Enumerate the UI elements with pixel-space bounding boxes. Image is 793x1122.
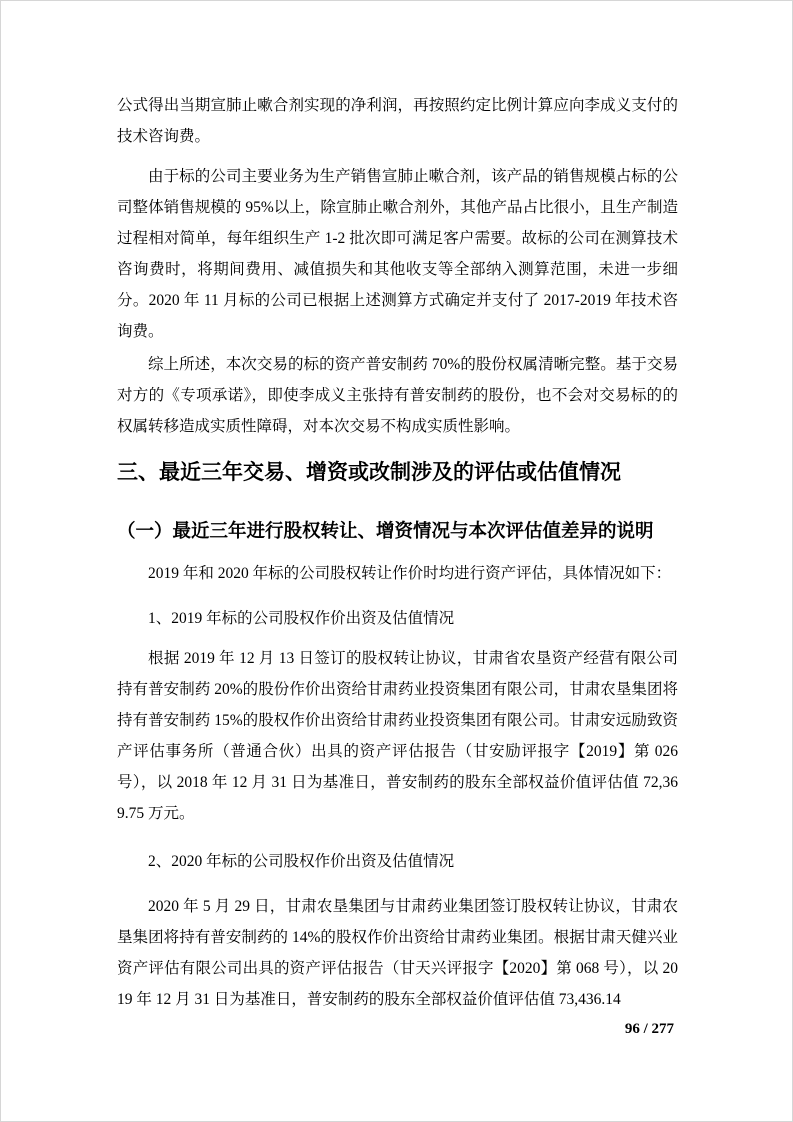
document-content [117, 90, 678, 1015]
item-2-heading: 2、2020 年标的公司股权作价出资及估值情况 [148, 853, 455, 870]
body-paragraph-conclusion: 综上所述，本次交易的标的资产普安制药 70%的股份权属清晰完整。基于交易对方的《专项承诺》，即使李成义主张持有普安制药的股份，也不会对交易标的的权属转移造成实质性障碍，对本次交易不构成实质性影响。 [117, 356, 678, 435]
body-paragraph-business-scope: 由于标的公司主要业务为生产销售宣肺止嗽合剂，该产品的销售规模占标的公司整体销售规模的 95%以上，除宣肺止嗽合剂外，其他产品占比很小，且生产制造过程相对简单，每年组织生产 1-2 批次即可满足客户需要。故标的公司在测算技术咨询费时，将期间费用、减值损失和其他收支等全部纳入测算范围，未进一步细分。2020 年 11 月标的公司已根据上述测算方式确定并支付了 2017-2019 年技术咨询费。 [117, 168, 678, 340]
item-1-heading: 1、2019 年标的公司股权作价出资及估值情况 [148, 610, 455, 627]
subsection-heading: （一）最近三年进行股权转让、增资情况与本次评估值差异的说明 [117, 520, 654, 541]
body-paragraph-continuation: 公式得出当期宣肺止嗽合剂实现的净利润，再按照约定比例计算应向李成义支付的技术咨询费。 [117, 97, 678, 145]
section-heading: 三、最近三年交易、增资或改制涉及的评估或估值情况 [117, 461, 621, 484]
item-1-body: 根据 2019 年 12 月 13 日签订的股权转让协议，甘肃省农垦资产经营有限公司持有普安制药 20%的股份作价出资给甘肃药业投资集团有限公司，甘肃农垦集团将持有普安制药 15%的股权作价出资给甘肃药业投资集团有限公司。甘肃安远励致资产评估事务所（普通合伙）出具的资产评估报告（甘安励评报字【2019】第 026 号），以 2018 年 12 月 31 日为基准日，普安制药的股东全部权益价值评估值 72,369.75 万元。 [117, 650, 678, 822]
intro-paragraph: 2019 年和 2020 年标的公司股权转让作价时均进行资产评估，具体情况如下： [148, 565, 672, 582]
item-2-body: 2020 年 5 月 29 日，甘肃农垦集团与甘肃药业集团签订股权转让协议，甘肃农垦集团将持有普安制药的 14%的股权作价出资给甘肃药业集团。根据甘肃天健兴业资产评估有限公司出具的资产评估报告（甘天兴评报字【2020】第 068 号），以 2019 年 12 月 31 日为基准日，普安制药的股东全部权益价值评估值 73,436.14 [117, 898, 678, 1008]
page-number: 96 / 277 [624, 1021, 674, 1037]
